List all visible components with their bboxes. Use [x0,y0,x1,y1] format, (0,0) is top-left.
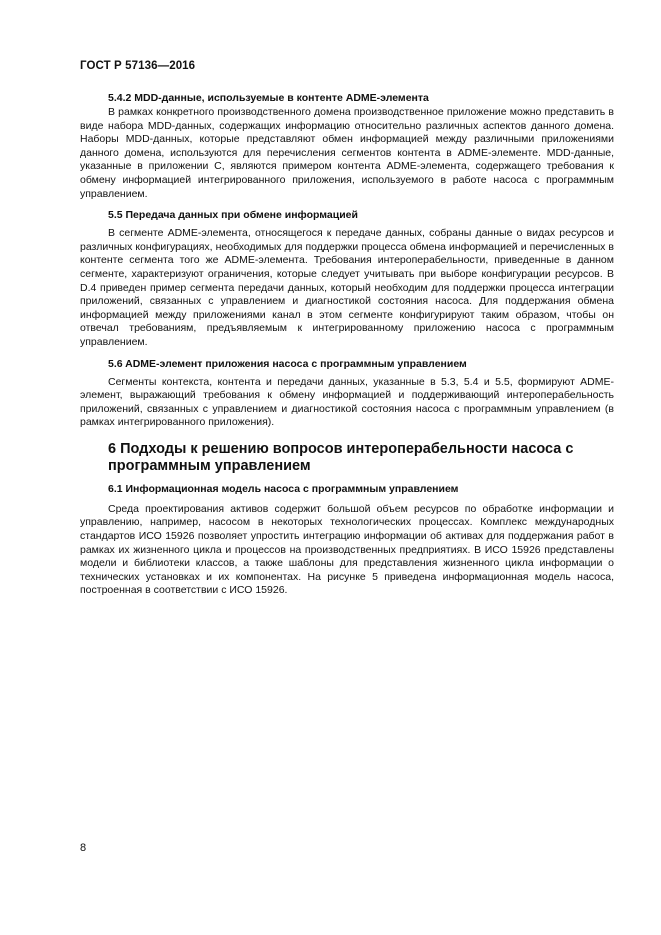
section-text-5-6: Сегменты контекста, контента и передачи данных, указанные в 5.3, 5.4 и 5.5, формируют ADME-элемент, выражающий требования к обмену информацией и поддерживающий интероперабельность приложений, связанных с управлением и диагностикой состояния насоса с программным управлением (в рамках интегрированного приложения). [80,375,614,429]
section-text-5-5: В сегменте ADME-элемента, относящегося к передаче данных, собраны данные о видах ресурсов и различных конфигурациях, необходимых для поддержки процесса обмена информацией и перечисленных в контенте сегмента того же ADME-элемента. Требования интероперабельности, приведенные в данном сегменте, характеризуют ограничения, которые следует учитывать при выборе конфигурации ресурсов. В D.4 приведен пример сегмента передачи данных, который необходим для поддержки процесса интеграции приложений, связанных с управлением и диагностикой состояния насоса. Для поддержания обмена информацией между приложениями канал в этом сегменте конфигурируют таким образом, чтобы он отвечал требованиям, предъявляемым к интегрированному приложению насоса с программным управлением. [80,227,614,348]
section-heading-5-4-2: 5.4.2 MDD-данные, используемые в контенте ADME-элемента [108,92,429,104]
section-text-5-4-2: В рамках конкретного производственного домена производственное приложение можно представить в виде набора MDD-данных, содержащих информацию относительно различных аспектов данного домена. Наборы MDD-данных, которые представляют обмен информацией между различными приложениями данного домена, используются для перечисления сегментов контента в ADME-элементе. MDD-данные, указанные в приложении С, являются примером контента ADME-элемента, содержащего требования к обмену информацией интегрированного приложения, используемого в работе насоса с программным управлением. [80,106,614,200]
section-heading-6-1: 6.1 Информационная модель насоса с программным управлением [108,482,459,495]
standard-designation: ГОСТ Р 57136—2016 [80,60,196,72]
page-body [80,92,614,598]
page-number: 8 [80,842,87,854]
section-text-6-1: Среда проектирования активов содержит большой объем ресурсов по обработке информации и управлению, например, насосом в некоторых технологических процессах. Комплекс международных стандартов ИСО 15926 позволяет упростить интеграцию информации об активах для поддержания работ в рамках их жизненного цикла и процессов на производственных предприятиях. В ИСО 15926 представлены модели и библиотеки классов, а также шаблоны для представления жизненного цикла информации о технических установках и их компонентах. На рисунке 5 приведена информационная модель насоса, построенная в соответствии с ИСО 15926. [80,502,614,597]
chapter-heading-6: 6 Подходы к решению вопросов интероперабельности насоса с программным управлением [108,440,574,475]
section-heading-5-6: 5.6 ADME-элемент приложения насоса с программным управлением [108,357,467,370]
section-heading-5-5: 5.5 Передача данных при обмене информацией [108,209,358,222]
